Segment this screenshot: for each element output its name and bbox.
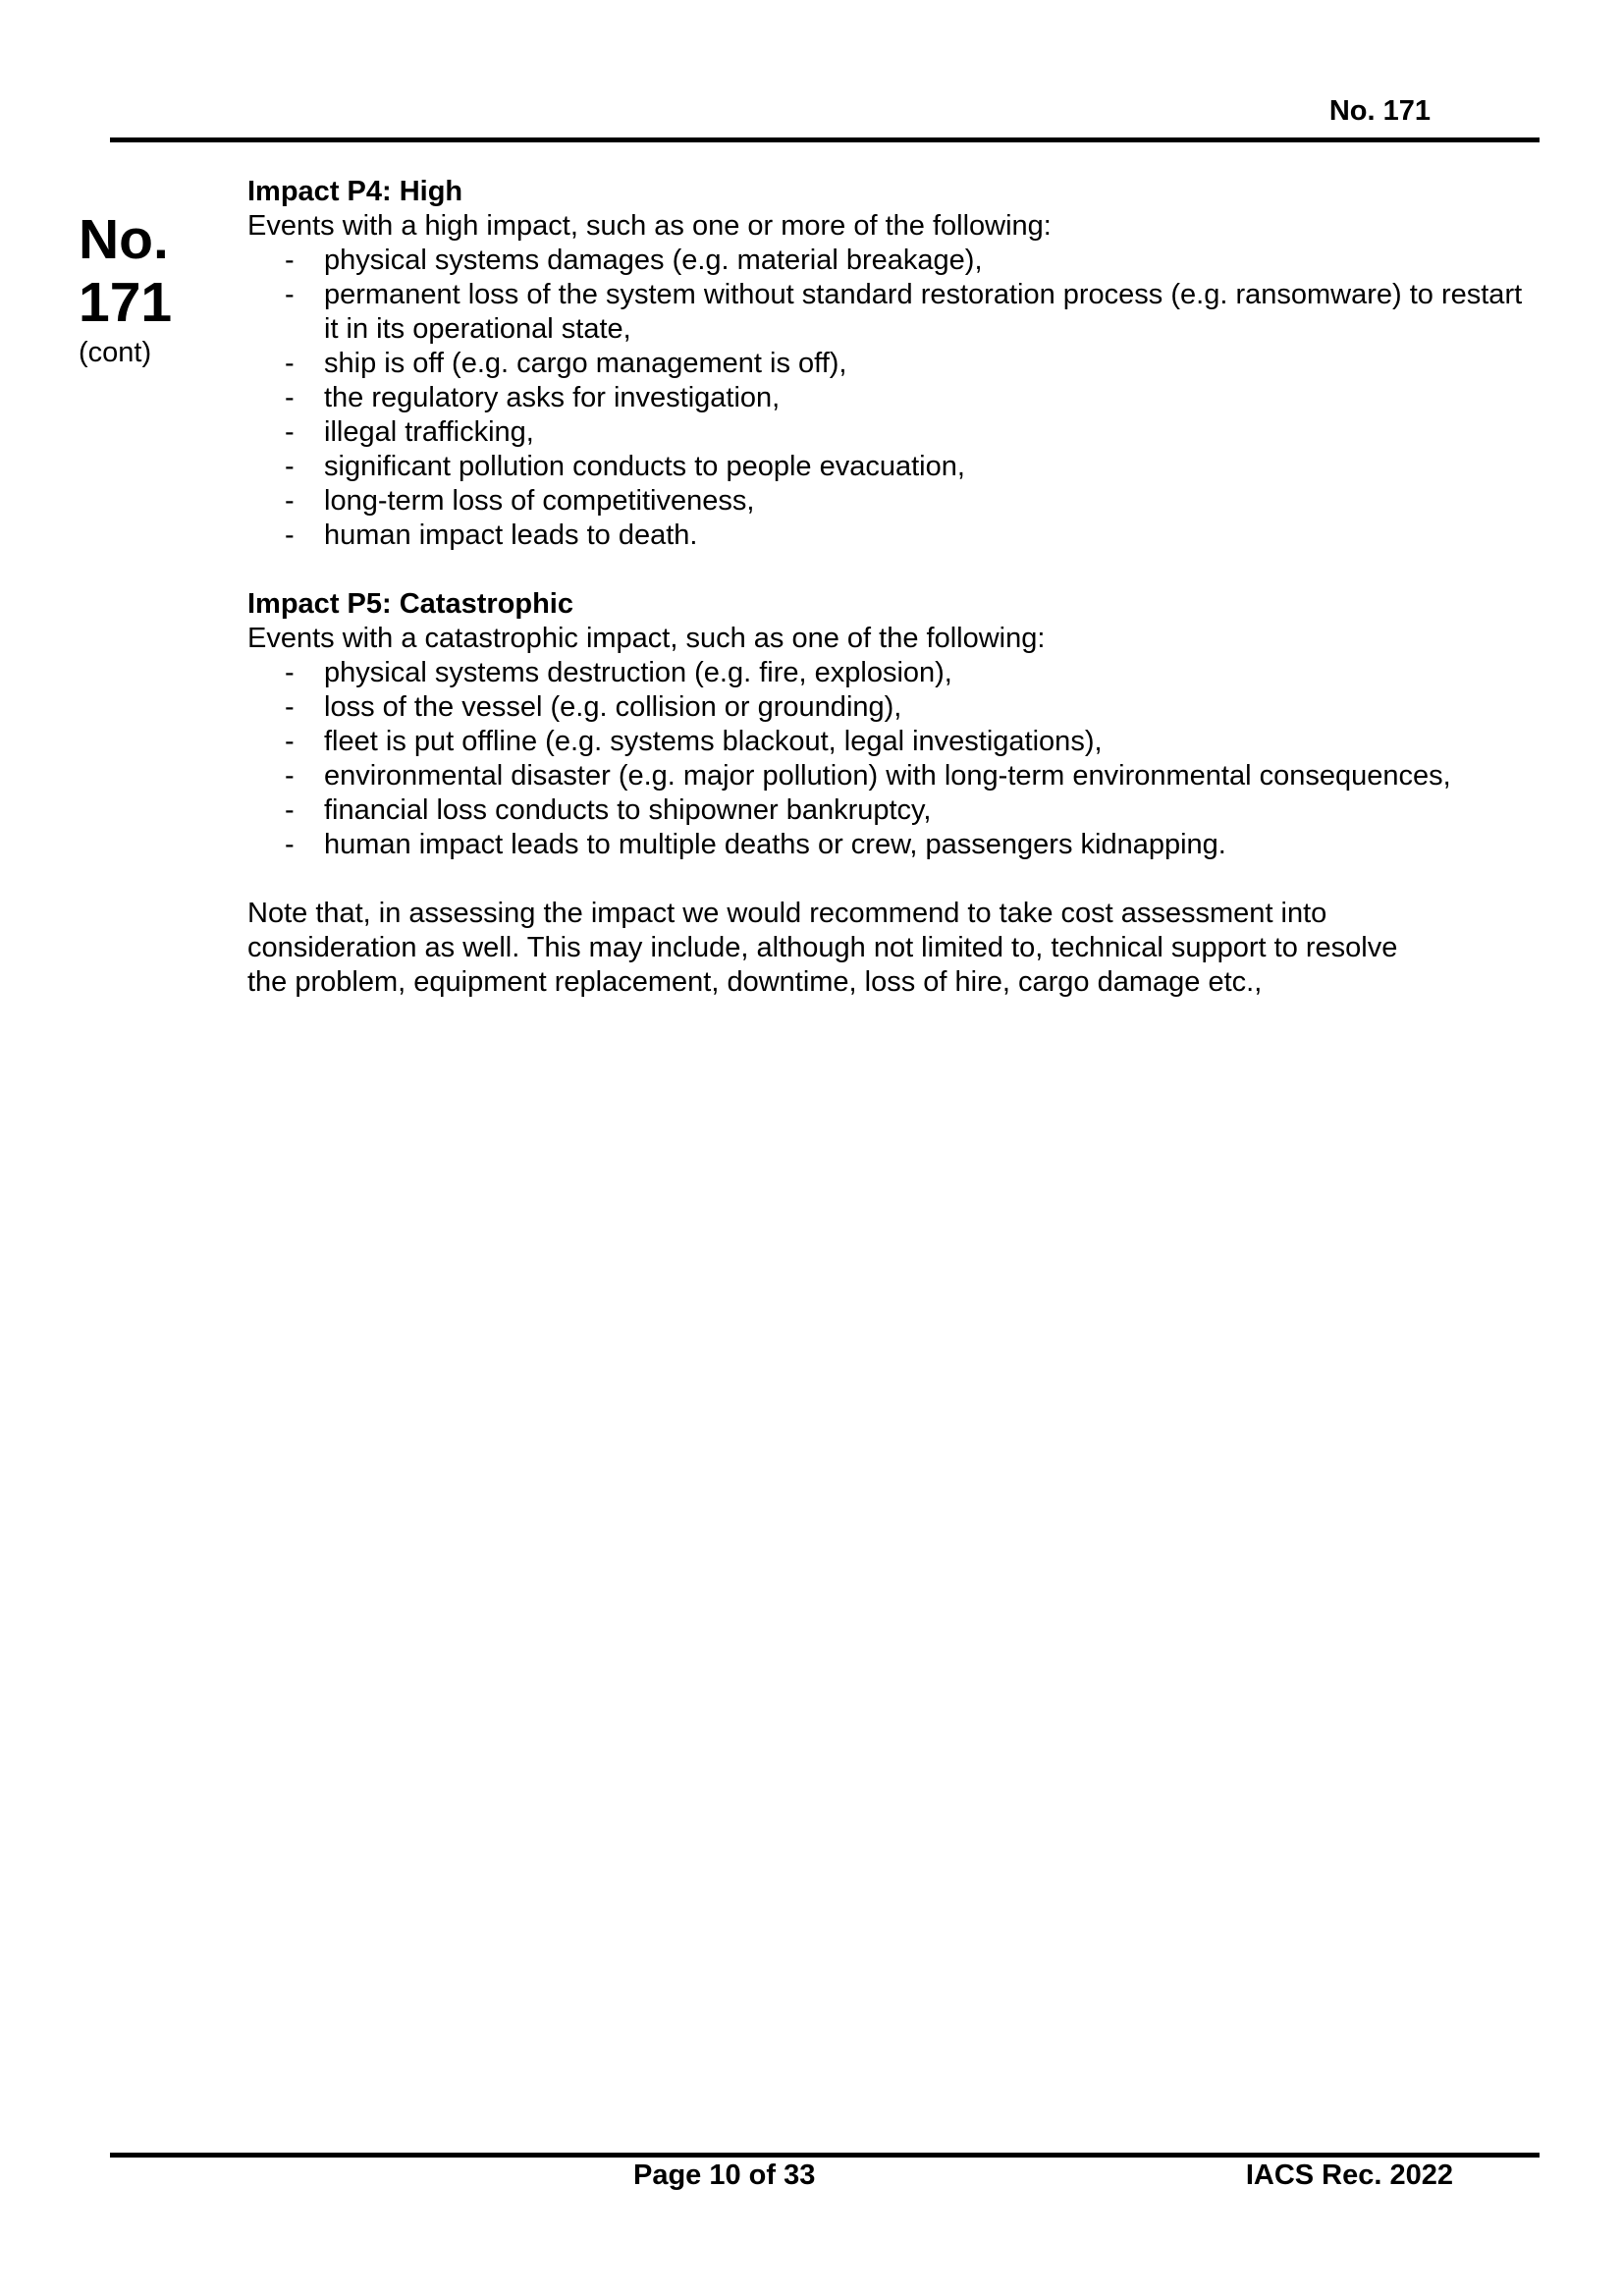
list-item-text: ship is off (e.g. cargo management is off), <box>324 348 847 379</box>
dash-marker: - <box>285 691 295 723</box>
list-item-text: loss of the vessel (e.g. collision or grounding), <box>324 691 902 723</box>
list-item-text: human impact leads to multiple deaths or crew, passengers kidnapping. <box>324 829 1226 860</box>
list-item <box>247 759 1524 793</box>
dash-marker: - <box>285 451 295 482</box>
list-item <box>247 690 1524 725</box>
footer-rec-label: IACS Rec. 2022 <box>1245 2159 1453 2191</box>
dash-marker: - <box>285 485 295 517</box>
list-item-text: physical systems destruction (e.g. fire, explosion), <box>324 657 952 688</box>
section-title: Impact P4: High <box>247 176 463 207</box>
list-item-text: human impact leads to death. <box>324 519 698 551</box>
bullet-list <box>247 656 1524 862</box>
bullet-list <box>247 244 1524 553</box>
section-title: Impact P5: Catastrophic <box>247 588 573 620</box>
list-item-text: long-term loss of competitiveness, <box>324 485 755 517</box>
list-item <box>247 519 1524 553</box>
spacer <box>247 862 1524 897</box>
section-impact-p5 <box>247 587 1524 862</box>
list-item-text: the regulatory asks for investigation, <box>324 382 781 413</box>
dash-marker: - <box>285 760 295 792</box>
list-item <box>247 656 1524 690</box>
list-item-text: environmental disaster (e.g. major pollution) with long-term environmental consequences, <box>324 760 1451 792</box>
dash-marker: - <box>285 416 295 448</box>
side-label-number: 171 <box>79 271 173 334</box>
list-item <box>247 450 1524 484</box>
dash-marker: - <box>285 794 295 826</box>
side-label-no: No. <box>79 208 169 271</box>
list-item-text: permanent loss of the system without standard restoration process (e.g. ransomware) to restart it in its operational state, <box>324 279 1523 345</box>
dash-marker: - <box>285 279 295 310</box>
list-item-text: physical systems damages (e.g. material breakage), <box>324 245 983 276</box>
list-item-text: illegal trafficking, <box>324 416 534 448</box>
list-item <box>247 415 1524 450</box>
top-rule <box>110 137 1540 142</box>
spacer <box>247 553 1524 587</box>
list-item <box>247 278 1524 347</box>
list-item <box>247 244 1524 278</box>
list-item <box>247 347 1524 381</box>
list-item-text: financial loss conducts to shipowner bankruptcy, <box>324 794 932 826</box>
list-item <box>247 725 1524 759</box>
list-item <box>247 828 1524 862</box>
section-intro: Events with a catastrophic impact, such as one of the following: <box>247 623 1046 654</box>
dash-marker: - <box>285 726 295 757</box>
list-item-text: significant pollution conducts to people evacuation, <box>324 451 965 482</box>
dash-marker: - <box>285 382 295 413</box>
note-line: Note that, in assessing the impact we would recommend to take cost assessment into <box>247 898 1327 929</box>
footer-page-number: Page 10 of 33 <box>633 2159 816 2191</box>
side-label-cont: (cont) <box>79 337 152 368</box>
bottom-rule <box>110 2153 1540 2158</box>
dash-marker: - <box>285 519 295 551</box>
list-item-text: fleet is put offline (e.g. systems blackout, legal investigations), <box>324 726 1103 757</box>
section-impact-p4 <box>247 175 1524 553</box>
dash-marker: - <box>285 829 295 860</box>
dash-marker: - <box>285 245 295 276</box>
note-line: the problem, equipment replacement, downtime, loss of hire, cargo damage etc., <box>247 966 1263 998</box>
document-body <box>247 175 1524 1000</box>
list-item <box>247 484 1524 519</box>
list-item <box>247 381 1524 415</box>
side-label <box>79 208 196 369</box>
list-item <box>247 793 1524 828</box>
note-paragraph <box>247 897 1524 1000</box>
dash-marker: - <box>285 348 295 379</box>
dash-marker: - <box>285 657 295 688</box>
header-doc-number: No. 171 <box>1328 95 1431 127</box>
note-line: consideration as well. This may include, although not limited to, technical support to resolve <box>247 932 1398 963</box>
section-intro: Events with a high impact, such as one or more of the following: <box>247 210 1052 242</box>
